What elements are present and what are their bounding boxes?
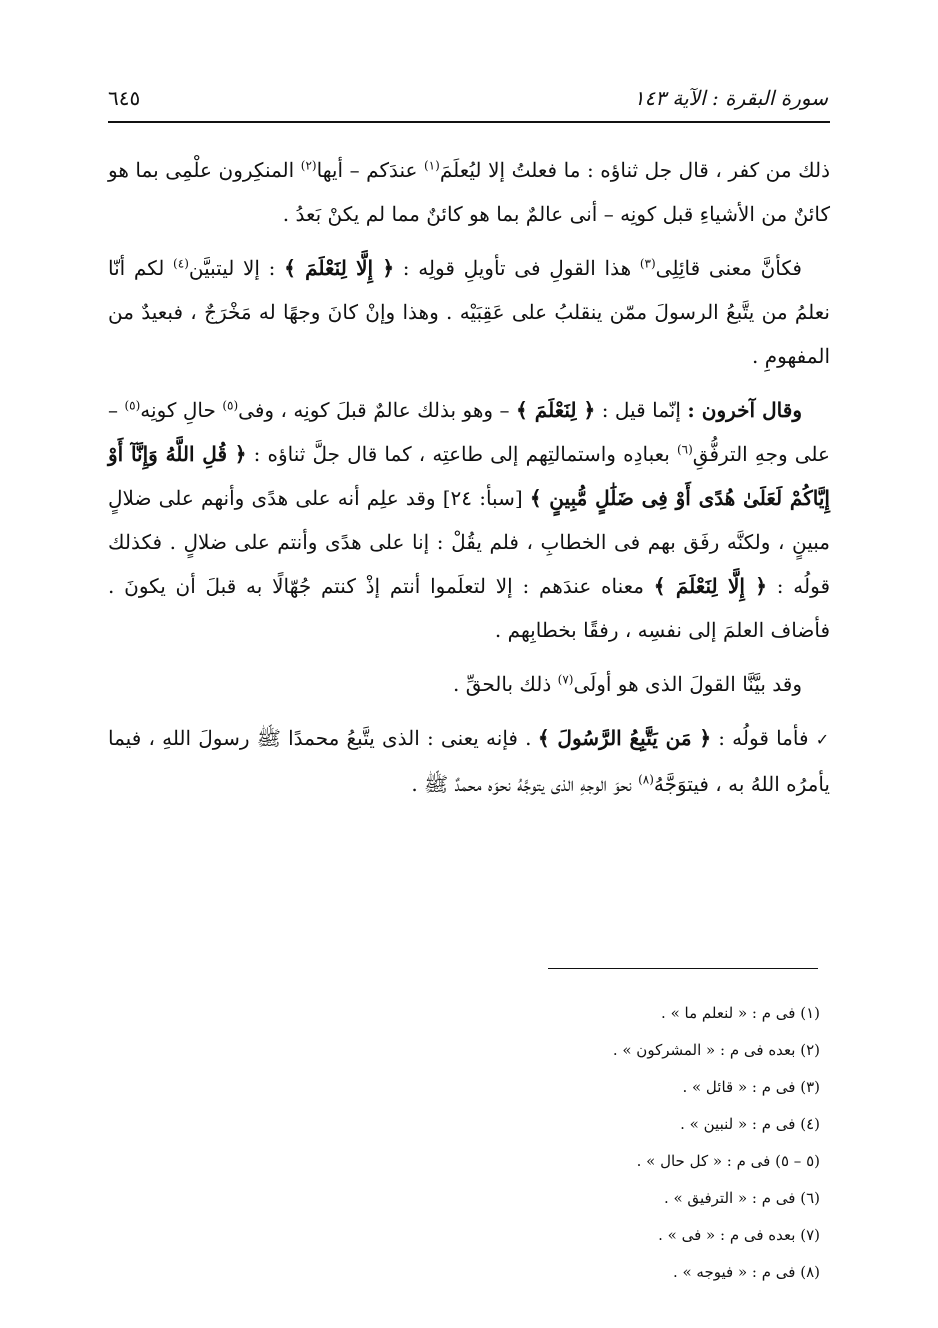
text-run: وقد بيَّنَّا القولَ الذى هو أولَى <box>573 672 802 696</box>
quran-quote: ﴿ إِلَّا لِنَعْلَمَ ﴾ <box>284 256 395 280</box>
paragraph-4 <box>108 662 830 706</box>
header-rule <box>108 121 830 123</box>
quran-quote: ﴿ إِلَّا لِنَعْلَمَ ﴾ <box>653 574 768 598</box>
main-text <box>108 148 830 816</box>
footnote-6: (٦) فى م : « الترفيق » . <box>663 1189 820 1207</box>
text-run: بعبادِه واستمالتِهم إلى طاعتِه ، كما قال جلَّ ثناؤه : <box>246 442 677 466</box>
page-number: ٦٤٥ <box>108 86 141 110</box>
text-run: وقد علِم أنه على هدًى وأنهم على ضلالٍ مبينٍ ، ولكنَّه رفَق بهم فى الخطابِ ، فلم يقُلْ : إنا على هدًى وأنتم على ضلالٍ . فكذلك قولُه : <box>108 486 830 598</box>
paragraph-3 <box>108 388 830 652</box>
paragraph-1 <box>108 148 830 236</box>
text-run: فأما قولُه : <box>711 726 816 750</box>
text-run: عندَكم – أيها <box>316 158 424 182</box>
quran-quote: ﴿ قُلِ اللَّهُ وَإِنَّآ أَوْ إِيَّاكُمْ لَعَلَىٰ هُدًى أَوْ فِى ضَلَٰلٍ مُّبِينٍ ﴾ <box>108 442 830 510</box>
running-title: سورة البقرة : الآية ١٤٣ <box>633 86 828 110</box>
footnotes <box>108 995 820 1291</box>
footnote-ref-8[interactable]: (٨) <box>638 772 654 787</box>
footnote-ref-2[interactable]: (٢) <box>300 158 317 173</box>
footnote-rule <box>548 968 818 969</box>
text-run: : إلا ليتبيَّن <box>188 256 285 280</box>
text-run: هذا القولِ فى تأويلِ قولِه : <box>394 256 640 280</box>
text-run: ذلك بالحقِّ . <box>453 672 558 696</box>
paragraph-2 <box>108 246 830 378</box>
quran-quote: ﴿ لِنَعْلَمَ ﴾ <box>516 398 596 422</box>
footnote-8: (٨) فى م : « فيوجه » . <box>672 1263 820 1281</box>
text-run: فكأنَّ معنى قائِلِى <box>655 256 802 280</box>
text-run: – على وجهِ الترفُّقِ <box>108 398 830 466</box>
text-run: – وهو بذلك عالمٌ قبلَ كونِه ، وفى <box>238 398 516 422</box>
footnote-5: (٥ – ٥) فى م : « كل حال » . <box>636 1152 820 1170</box>
text-run: إنّما قيل : <box>595 398 688 422</box>
quran-quote: ﴿ مَن يَتَّبِعُ الرَّسُولَ ﴾ <box>537 726 712 750</box>
page-header <box>108 70 828 110</box>
text-run: معناه عندَهم : إلا لتعلَموا أنتم إذْ كنتم جُهّالًا به قبلَ أن يكونَ . فأضاف العلمَ إلى نفسِه ، رفقًا بخطابِهم . <box>108 574 830 642</box>
footnote-1: (١) فى م : « لنعلم ما » . <box>661 1004 820 1022</box>
footnote-3: (٣) فى م : « قائل » . <box>682 1078 820 1096</box>
footnote-2: (٢) بعده فى م : « المشركون » . <box>612 1041 820 1059</box>
footnote-ref-4[interactable]: (٤) <box>173 256 189 271</box>
footnote-ref-1[interactable]: (١) <box>423 158 440 173</box>
surah-citation: [سبأ: ٢٤] <box>435 486 530 510</box>
footnote-ref-7[interactable]: (٧) <box>557 672 574 687</box>
paragraph-lead: وقال آخرون : <box>687 398 802 422</box>
text-run: حالِ كونِه <box>140 398 223 422</box>
paragraph-5 <box>108 716 830 806</box>
footnote-7: (٧) بعده فى م : « فى » . <box>658 1226 820 1244</box>
footnote-ref-5a[interactable]: (٥) <box>222 398 239 413</box>
footnote-4: (٤) فى م : « لنبين » . <box>680 1115 820 1133</box>
footnote-ref-5b[interactable]: (٥) <box>124 398 141 413</box>
footnote-ref-3[interactable]: (٣) <box>639 256 656 271</box>
text-run: ذلك من كفر ، قال جل ثناؤه : ما فعلتُ إلا ليُعلَمَ <box>439 158 830 182</box>
check-mark-icon: ✓ <box>815 730 830 749</box>
text-run: لكم أنّا نعلمُ من يتَّبعُ الرسولَ ممّن ينقلبُ على عَقِبَيْه . وهذا وإنْ كانَ وجهًا له مَخْرَجٌ ، فبعيدٌ من المفهومِ . <box>108 256 830 368</box>
text-run: . فإنه يعنى : الذى يتَّبعُ محمدًا ﷺ رسولَ اللهِ ، فيما يأمرُه اللهُ به ، فيتوَجَّهُ <box>108 726 830 796</box>
text-run: المنكِرون علْمِى بما هو كائنٌ من الأشياءِ قبل كونِه – أنى عالمٌ بما هو كائنٌ مما لم يكنْ بَعدُ . <box>108 158 830 226</box>
text-run: نحوَ الوجهِ الذى يتوجَّهُ نحوَه محمدٌ ﷺ . <box>411 772 639 796</box>
footnote-ref-6[interactable]: (٦) <box>676 442 693 457</box>
